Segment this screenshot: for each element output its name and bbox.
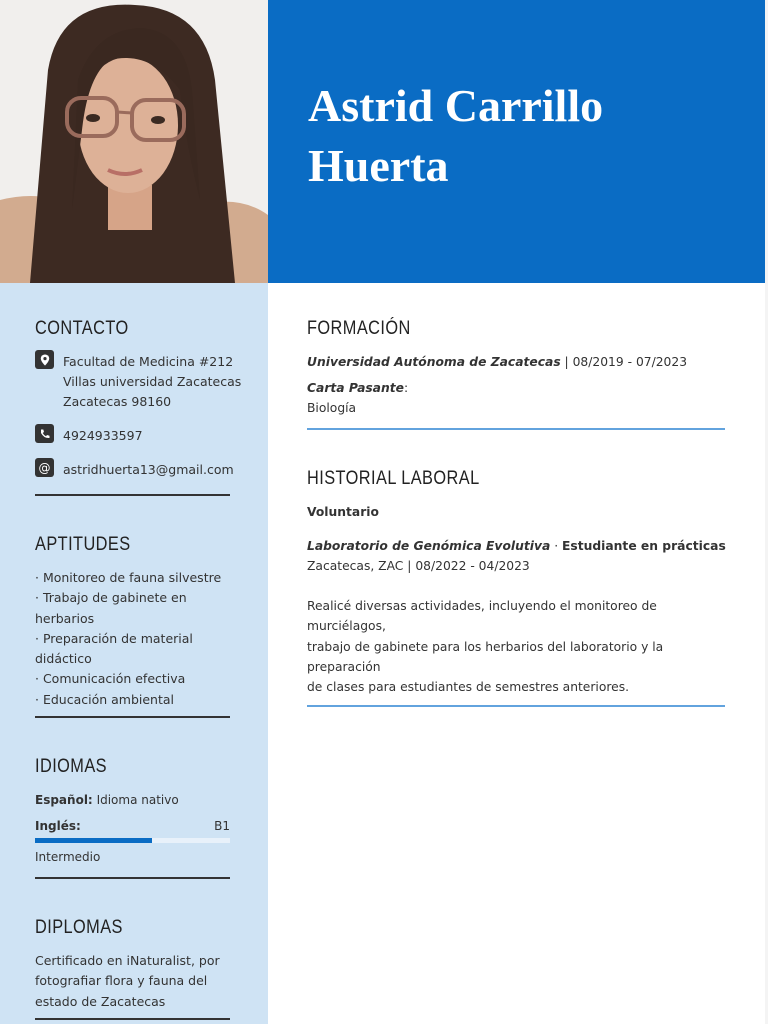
work-type: [307, 502, 725, 522]
work-description-line: de clases para estudiantes de semestres anteriores.: [307, 680, 630, 695]
education-field: Biología: [307, 401, 357, 415]
contact-email: [35, 460, 234, 480]
map-pin-icon: [35, 350, 54, 369]
address-line-2: Villas universidad Zacatecas: [63, 374, 242, 389]
header-banner: [268, 0, 765, 283]
education-degree-line: [307, 378, 725, 398]
diplomas-title: DIPLOMAS: [35, 917, 123, 939]
diploma-line: estado de Zacatecas: [35, 993, 166, 1009]
work-place: Laboratorio de Genómica Evolutiva: [307, 539, 551, 553]
list-item: · Monitoreo de fauna silvestre: [35, 570, 222, 585]
work-description-line: Realicé diversas actividades, incluyendo el monitoreo de murciélagos,: [307, 599, 657, 634]
contact-divider: [35, 494, 230, 496]
contact-title: CONTACTO: [35, 318, 129, 339]
skills-title: APTITUDES: [35, 534, 131, 555]
education-school: Universidad Autónoma de Zacatecas: [307, 355, 561, 369]
contact-phone: [35, 426, 230, 446]
full-name: [308, 76, 603, 196]
education-divider: [307, 428, 725, 430]
language-native: [35, 790, 230, 810]
address-line-1: Facultad de Medicina #212: [63, 354, 234, 369]
work-title: HISTORIAL LABORAL: [307, 468, 480, 489]
email-icon: @: [35, 458, 54, 477]
work-divider: [307, 705, 725, 707]
profile-photo: [0, 0, 268, 283]
education-dates: | 08/2019 - 07/2023: [560, 355, 688, 369]
language-progress-fill: [35, 838, 152, 843]
address-line-3: Zacatecas 98160: [63, 394, 172, 409]
language-second: [35, 816, 230, 836]
diploma-line: Certificado en iNaturalist, por: [35, 953, 220, 969]
sidebar: [0, 0, 268, 1024]
contact-address: [35, 352, 242, 412]
work-separator: ·: [550, 539, 563, 553]
list-item: · Educación ambiental: [35, 691, 175, 707]
list-item: · Comunicación efectiva: [35, 671, 186, 687]
diplomas-divider: [35, 1018, 230, 1020]
work-role: Estudiante en prácticas: [562, 539, 726, 553]
skills-divider: [35, 716, 230, 718]
education-degree-colon: :: [403, 381, 409, 395]
work-place-line: [307, 536, 725, 556]
portrait-illustration: [0, 0, 268, 283]
sidebar-content: [35, 318, 242, 1020]
list-item: · Trabajo de gabinete en: [35, 590, 187, 606]
main-content: [307, 318, 725, 745]
education-degree-label: Carta Pasante: [307, 381, 404, 395]
work-description: [307, 596, 725, 697]
education-school-line: [307, 352, 725, 372]
language-second-level: B1: [214, 819, 230, 834]
languages-title: IDIOMAS: [35, 756, 108, 778]
diploma-line: fotografiar flora y fauna del: [35, 973, 208, 989]
work-location-dates: Zacatecas, ZAC | 08/2022 - 04/2023: [307, 559, 530, 573]
language-progress-track: [35, 838, 230, 843]
list-item: · Preparación de material: [35, 630, 193, 646]
language-second-desc: Intermedio: [35, 850, 101, 865]
language-second-label: Inglés:: [35, 819, 81, 834]
work-description-line: trabajo de gabinete para los herbarios del laboratorio y la preparación: [307, 639, 664, 674]
skills-list: [35, 568, 230, 710]
work-type-text: Voluntario: [307, 505, 379, 519]
diplomas-text: [35, 951, 230, 1012]
language-native-value: Idioma nativo: [96, 793, 179, 808]
education-title: FORMACIÓN: [307, 318, 411, 339]
phone-number[interactable]: 4924933597: [63, 428, 143, 443]
phone-icon: [35, 424, 54, 443]
name-line-2: Huerta: [308, 140, 449, 191]
name-line-1: Astrid Carrillo: [308, 80, 604, 131]
list-item: didáctico: [35, 651, 92, 667]
language-native-label: Español:: [35, 793, 93, 808]
list-item: herbarios: [35, 610, 95, 626]
email-address[interactable]: astridhuerta13@gmail.com: [63, 462, 234, 477]
languages-divider: [35, 877, 230, 879]
